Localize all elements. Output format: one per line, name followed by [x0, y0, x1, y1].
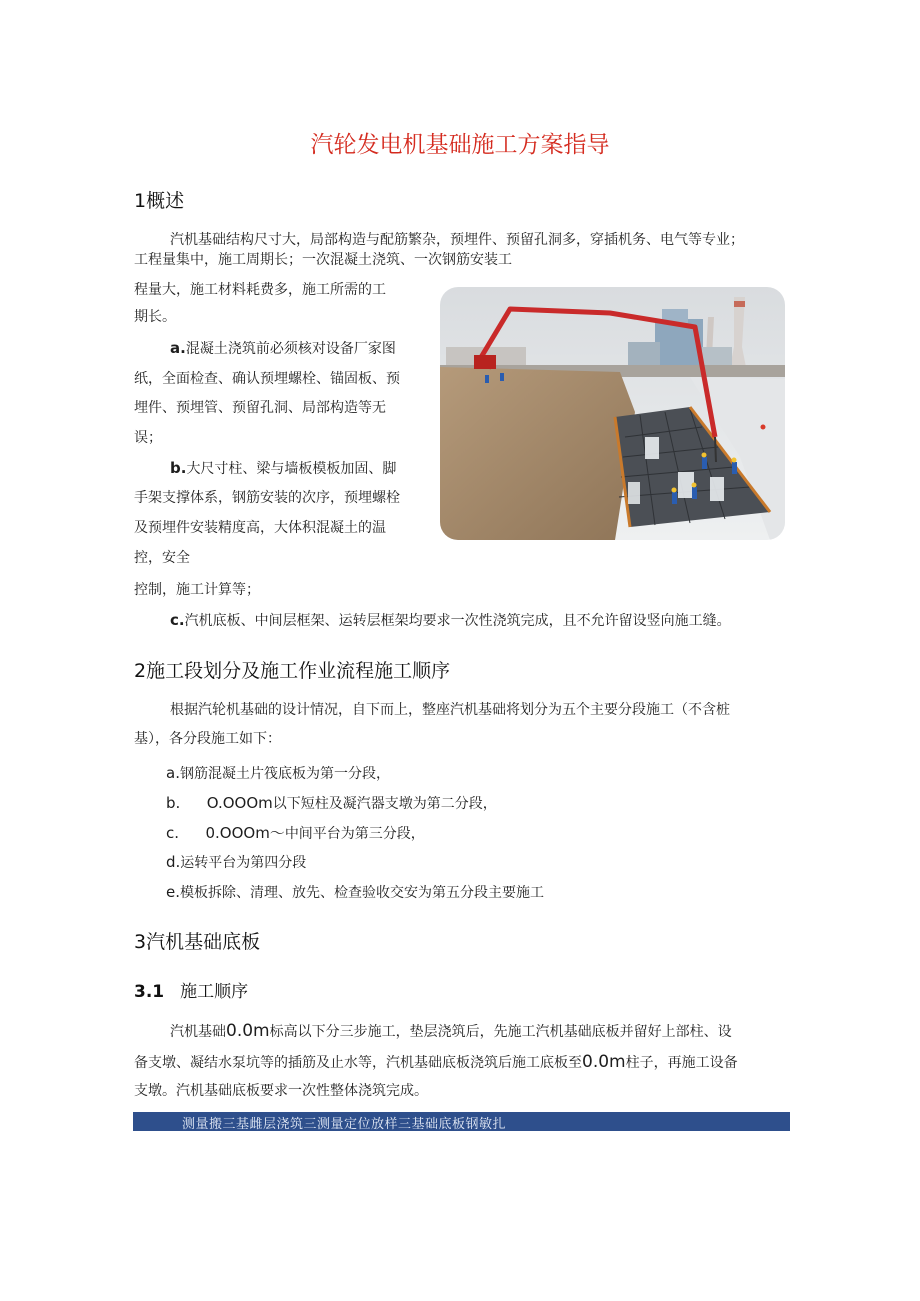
subsection-number: 3.1 — [134, 982, 165, 1002]
s1-item-a-line-3: 埋件、预埋管、预留孔洞、局部构造等无 — [134, 400, 386, 416]
s2-list-item-c — [166, 823, 425, 844]
s3-text-2c: 柱子，再施工设备 — [625, 1055, 738, 1071]
list-elevation-b: O.OOOm — [206, 794, 273, 812]
s3-para-line-1 — [170, 1021, 732, 1042]
s2-intro-line-2: 基），各分段施工如下： — [134, 731, 281, 747]
s1-item-a-line-2: 纸，全面检查、确认预埋螺栓、锚固板、预 — [134, 371, 400, 387]
s2-list-item-e — [166, 882, 544, 903]
section-3-heading: 3汽机基础底板 — [134, 931, 261, 953]
s3-text-1a: 汽机基础 — [170, 1024, 226, 1040]
s1-intro-line-3: 程量大，施工材料耗费多，施工所需的工 — [134, 282, 386, 298]
s2-list-item-a — [166, 763, 390, 784]
s1-intro-line-1: 汽机基础结构尺寸大，局部构造与配筋繁杂，预埋件、预留孔洞多，穿插机务、电气等专业； — [170, 232, 744, 248]
list-marker-b: b. — [166, 794, 181, 812]
page-title: 汽轮发电机基础施工方案指导 — [310, 132, 610, 158]
list-marker-e: e. — [166, 883, 180, 901]
s3-text-2a: 备支墩、凝结水泵坑等的插筋及止水等，汽机基础底板浇筑后施工底板至 — [134, 1055, 582, 1071]
s1-item-b-line-3: 及预埋件安装精度高，大体积混凝土的温 — [134, 520, 386, 536]
s1-item-a-line-1 — [170, 338, 396, 359]
item-a-text: 混凝土浇筑前必须核对设备厂家图 — [185, 341, 396, 357]
list-text-e: 模板拆除、清理、放先、检查验收交安为第五分段主要施工 — [180, 885, 544, 901]
list-text-a: 钢筋混凝土片筏底板为第一分段， — [179, 766, 390, 782]
s1-item-b-line-1 — [170, 458, 396, 479]
s2-list-item-b — [166, 793, 497, 814]
elevation-value-2: 0.0m — [582, 1052, 626, 1072]
item-b-text: 大尺寸柱、梁与墙板模板加固、脚 — [186, 461, 397, 477]
section-2-heading: 2施工段划分及施工作业流程施工顺序 — [134, 660, 451, 682]
s1-item-b-line-4: 控，安全 — [134, 550, 190, 566]
item-c-marker: c. — [170, 611, 185, 629]
s1-intro-line-4: 期长。 — [134, 309, 176, 325]
list-text-c: 中间平台为第三分段， — [284, 826, 425, 842]
s1-item-a-line-4: 误； — [134, 430, 162, 446]
list-text-b: 以下短柱及凝汽器支墩为第二分段， — [272, 796, 497, 812]
s2-list-item-d — [166, 852, 306, 873]
flowchart-text: 测量搬三基雌层浇筑三测量定位放样三基础底板钢敏扎 — [182, 1117, 507, 1132]
s1-item-c — [170, 610, 731, 631]
section-1-heading: 1概述 — [134, 190, 185, 212]
elevation-value-1: 0.0m — [226, 1021, 270, 1041]
s3-para-line-2 — [134, 1052, 738, 1073]
s3-text-1c: 标高以下分三步施工，垫层浇筑后，先施工汽机基础底板并留好上部柱、设 — [269, 1024, 732, 1040]
list-marker-d: d. — [166, 853, 181, 871]
item-b-marker: b. — [170, 459, 187, 477]
s1-intro-line-2: 工程量集中，施工周期长；一次混凝土浇筑、一次钢筋安装工 — [134, 252, 512, 268]
s2-intro-line-1: 根据汽轮机基础的设计情况，自下而上，整座汽机基础将划分为五个主要分段施工（不含桩 — [170, 702, 730, 718]
item-c-text: 汽机底板、中间层框架、运转层框架均要求一次性浇筑完成，且不允许留设竖向施工缝。 — [184, 613, 731, 629]
list-text-d: 运转平台为第四分段 — [180, 855, 307, 871]
s1-item-b-line-2: 手架支撑体系，钢筋安装的次序，预埋螺栓 — [134, 490, 400, 506]
item-a-marker: a. — [170, 339, 186, 357]
concrete-pump-image — [440, 287, 785, 540]
subsection-title: 施工顺序 — [180, 982, 249, 1002]
construction-photo — [440, 287, 785, 540]
s1-item-b-line-5: 控制，施工计算等； — [134, 582, 260, 598]
list-elevation-c: 0.OOOm～ — [205, 824, 285, 842]
list-marker-a: a. — [166, 764, 180, 782]
subsection-3-1-heading — [134, 977, 248, 1002]
s3-para-line-3: 支墩。汽机基础底板要求一次性整体浇筑完成。 — [134, 1083, 428, 1099]
list-marker-c: c. — [166, 824, 180, 842]
